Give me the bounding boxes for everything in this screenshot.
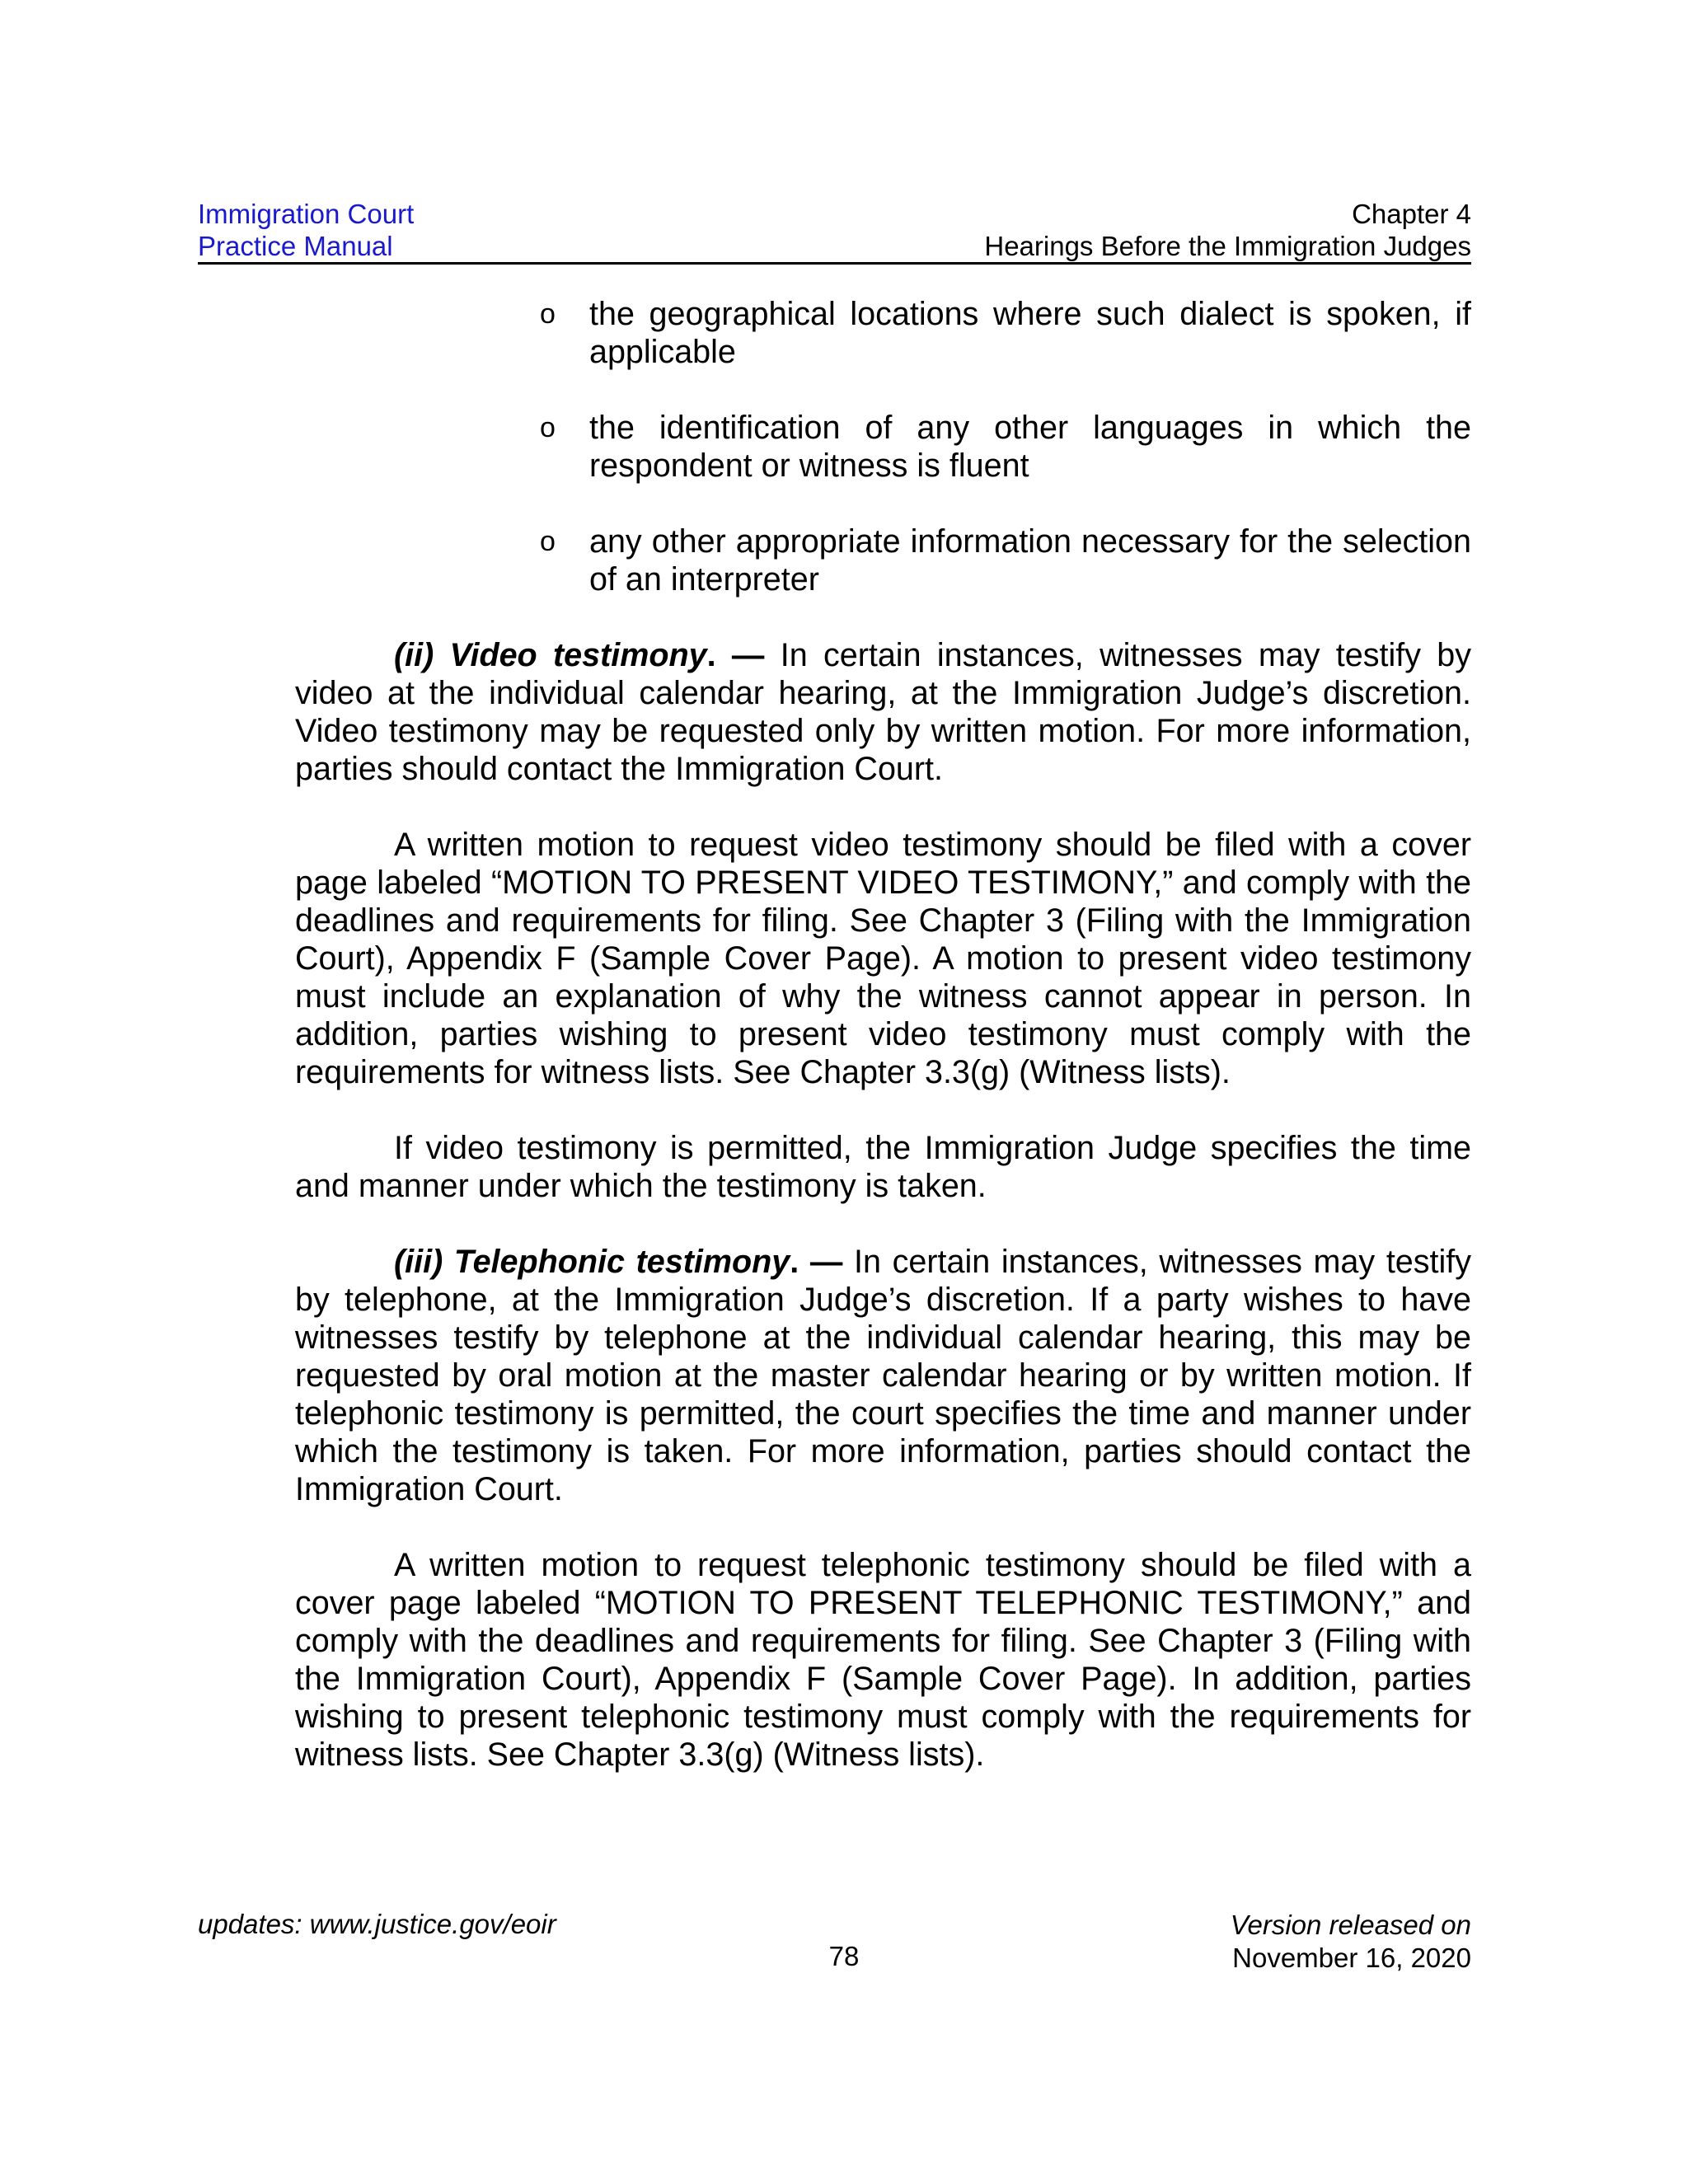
section-heading-video-testimony: (ii) Video testimony. — xyxy=(394,637,765,673)
footer-version-date: November 16, 2020 xyxy=(1232,1943,1471,1973)
list-item-text: the geographical locations where such dialect is spoken, if applicable xyxy=(589,296,1471,370)
header-chapter-title xyxy=(984,198,1471,262)
main-content xyxy=(295,636,1471,1811)
list-item xyxy=(540,523,1471,598)
list-item xyxy=(540,409,1471,485)
header-right-line1: Chapter 4 xyxy=(1352,199,1471,229)
list-item-text: the identification of any other languages in which the respondent or witness is fluent xyxy=(589,410,1471,484)
paragraph-telephonic-motion: A written motion to request telephonic testimony should be filed with a cover page labeled “MOTION TO PRESENT TELEPHONIC TESTIMONY,” and comply with the deadlines and requirements for filing. See Chapter 3 (Filing with the Immigration Court), Appendix F (Sample Cover Page). In addition, parties wishing to present telephonic testimony must comply with the requirements for witness lists. See Chapter 3.3(g) (Witness lists). xyxy=(295,1547,1471,1773)
section-heading-telephonic-testimony: (iii) Telephonic testimony. — xyxy=(394,1244,843,1280)
bullet-marker: o xyxy=(540,526,556,557)
page-number: 78 xyxy=(828,1941,860,1971)
paragraph-text: In certain instances, witnesses may testify by video at the individual calendar hearing, at the Immigration Judge’s discretion. Video testimony may be requested only by written motion. For more information, parties should contact the Immigration Court. xyxy=(295,637,1471,787)
list-item xyxy=(540,295,1471,371)
bullet-marker: o xyxy=(540,412,556,443)
footer-version xyxy=(1231,1909,1471,1975)
header-left-line1: Immigration Court xyxy=(198,199,415,229)
paragraph-telephonic-testimony xyxy=(295,1243,1471,1508)
paragraph-video-permitted: If video testimony is permitted, the Immigration Judge specifies the time and manner under which the testimony is taken. xyxy=(295,1130,1471,1204)
footer-version-label: Version released on xyxy=(1230,1910,1471,1940)
header-right-line2: Hearings Before the Immigration Judges xyxy=(984,231,1471,261)
list-item-text: any other appropriate information necessary for the selection of an interpreter xyxy=(589,523,1471,598)
header-manual-title xyxy=(198,198,414,262)
footer-updates-url: updates: www.justice.gov/eoir xyxy=(198,1909,556,1939)
header-left-line2: Practice Manual xyxy=(198,231,393,261)
bullet-marker: o xyxy=(540,298,556,330)
page-header xyxy=(198,198,1471,265)
paragraph-video-motion: A written motion to request video testimony should be filed with a cover page labeled “MOTION TO PRESENT VIDEO TESTIMONY,” and comply with the deadlines and requirements for filing. See Chapter 3 (Filing with the Immigration Court), Appendix F (Sample Cover Page). A motion to present video testimony must include an explanation of why the witness cannot appear in person. In addition, parties wishing to present video testimony must comply with the requirements for witness lists. See Chapter 3.3(g) (Witness lists). xyxy=(295,827,1471,1090)
paragraph-text: In certain instances, witnesses may testify by telephone, at the Immigration Judge’s discretion. If a party wishes to have witnesses testify by telephone at the individual calendar hearing, this may be requested by oral motion at the master calendar hearing or by written motion. If telephonic testimony is permitted, the court specifies the time and manner under which the testimony is taken. For more information, parties should contact the Immigration Court. xyxy=(295,1244,1471,1507)
paragraph-video-testimony xyxy=(295,636,1471,788)
interpreter-info-list xyxy=(540,295,1471,636)
